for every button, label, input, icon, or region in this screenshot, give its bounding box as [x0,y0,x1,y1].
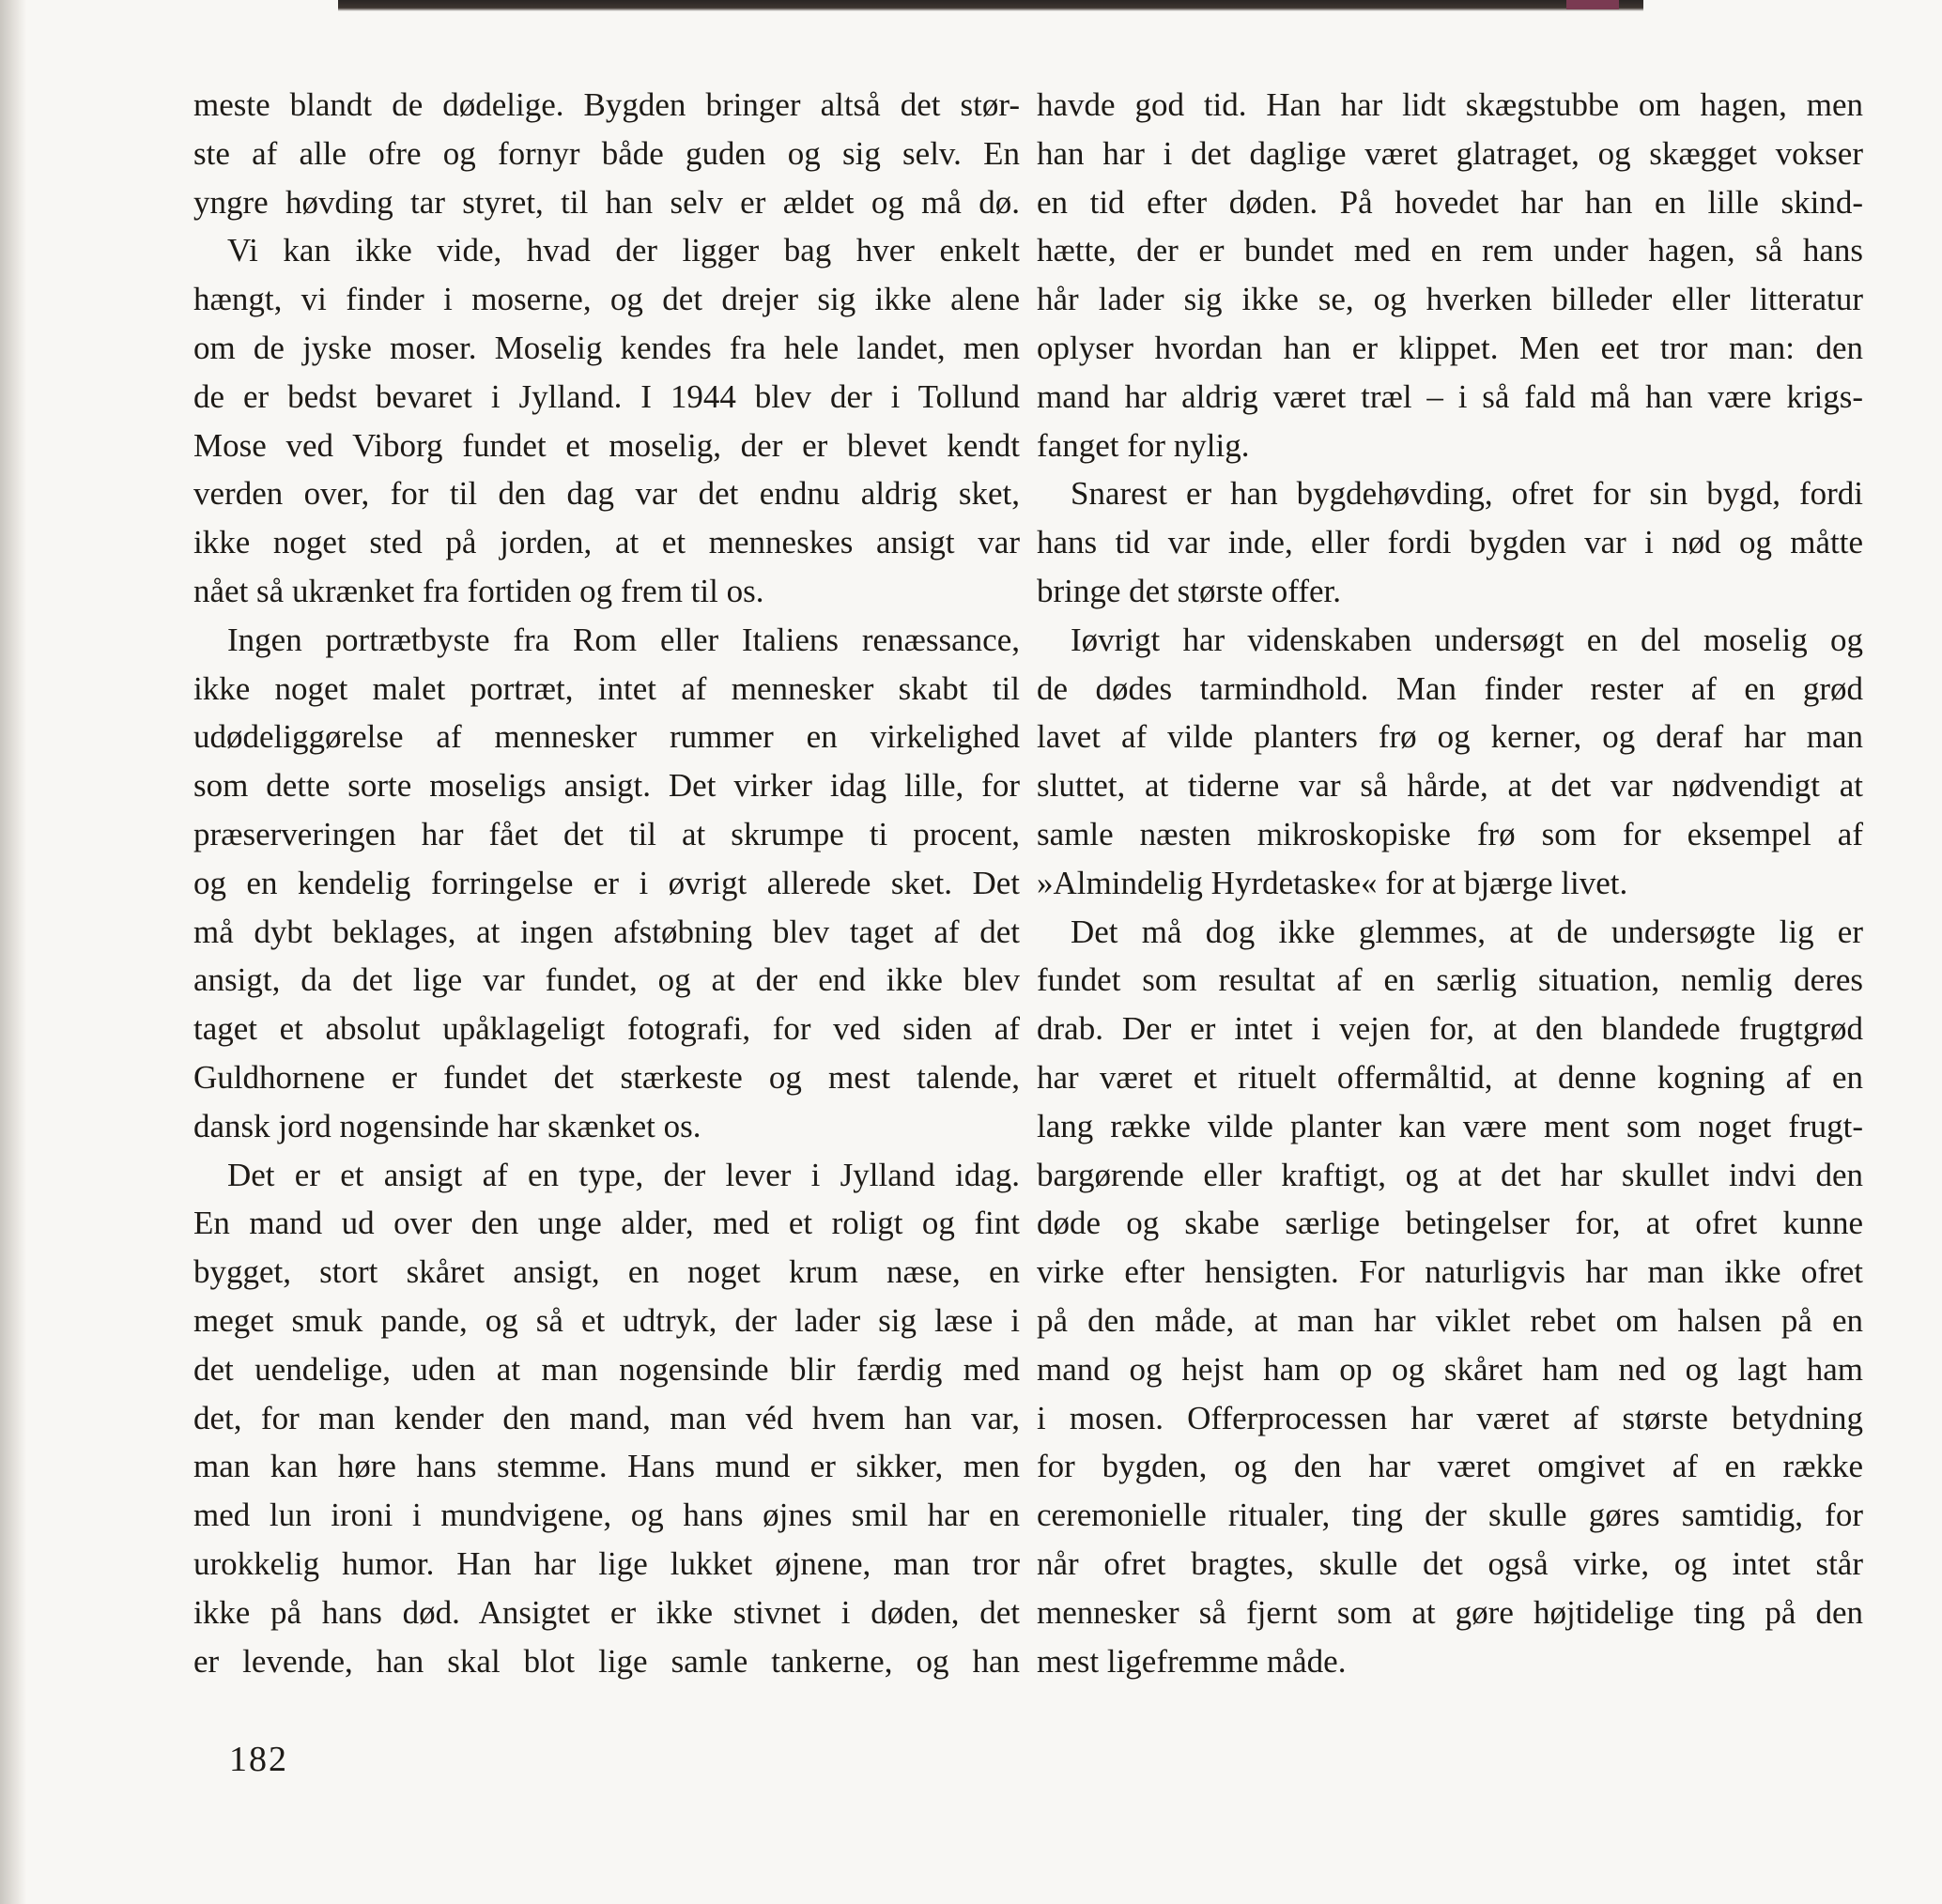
text-line: fanget for nylig. [1037,426,1250,464]
text-line: lang række vilde planter kan være ment som noget frugt- [1037,1107,1863,1144]
text-line: yngre høvding tar styret, til han selv er ældet og må dø. [193,183,1020,221]
top-edge-accent [1566,0,1619,9]
text-line: bygget, stort skåret ansigt, en noget krum næse, en [193,1253,1020,1291]
text-line: døde og skabe særlige betingelser for, at ofret kunne [1037,1205,1863,1242]
text-line: bargørende eller kraftigt, og at det har skullet indvi den [1037,1156,1863,1193]
text-line: ansigt, da det lige var fundet, og at der end ikke blev [193,961,1020,999]
text-line: er levende, han skal blot lige samle tankerne, og han [193,1642,1020,1680]
text-line: som dette sorte moseligs ansigt. Det virker idag lille, for [193,767,1020,805]
text-line: har været et rituelt offermåltid, at denne kogning af en [1037,1058,1863,1096]
book-gutter-shadow [0,0,26,1904]
text-line: for bygden, og den har været omgivet af en række [1037,1448,1863,1485]
right-text-column [1037,81,1863,1685]
text-line: meget smuk pande, og så et udtryk, der lader sig læse i [193,1301,1020,1339]
text-line: Ingen portrætbyste fra Rom eller Italiens renæssance, [227,621,1020,658]
text-line: mand har aldrig været træl – i så fald må han være krigs- [1037,377,1863,415]
text-line: om de jyske moser. Moselig kendes fra hele landet, men [193,329,1020,366]
text-line: i mosen. Offerprocessen har været af største betydning [1037,1399,1863,1436]
text-line: lavet af vilde planters frø og kerner, og deraf har man [1037,718,1863,756]
text-line: virke efter hensigten. For naturligvis har man ikke ofret [1037,1253,1863,1291]
text-line: hængt, vi finder i moserne, og det drejer sig ikke alene [193,281,1020,318]
text-line: med lun ironi i mundvigene, og hans øjnes smil har en [193,1497,1020,1534]
top-page-edge [338,0,1643,11]
text-line: taget et absolut upåklageligt fotografi, for ved siden af [193,1010,1020,1048]
text-line: urokkelig humor. Han har lige lukket øjnene, man tror [193,1544,1020,1582]
text-line: præserveringen har fået det til at skrumpe ti procent, [193,815,1020,852]
text-line: når ofret bragtes, skulle det også virke, og intet står [1037,1544,1863,1582]
text-line: samle næsten mikroskopiske frø som for eksempel af [1037,815,1863,852]
text-line: de dødes tarmindhold. Man finder rester af en grød [1037,669,1863,707]
text-line: drab. Der er intet i vejen for, at den blandede frugtgrød [1037,1010,1863,1048]
text-line: det, for man kender den mand, man véd hvem han var, [193,1399,1020,1436]
left-text-column [193,81,1020,1685]
page-number: 182 [229,1740,288,1779]
text-line: havde god tid. Han har lidt skægstubbe om hagen, men [1037,86,1863,123]
text-line: mand og hejst ham op og skåret ham ned og lagt ham [1037,1350,1863,1388]
text-line: man kan høre hans stemme. Hans mund er sikker, men [193,1448,1020,1485]
text-line: Mose ved Viborg fundet et moselig, der er blevet kendt [193,426,1020,464]
text-line: verden over, for til den dag var det endnu aldrig sket, [193,475,1020,513]
text-line: »Almindelig Hyrdetaske« for at bjærge livet. [1037,864,1628,901]
text-line: ikke noget sted på jorden, at et menneskes ansigt var [193,524,1020,561]
text-line: ceremonielle ritualer, ting der skulle gøres samtidig, for [1037,1497,1863,1534]
text-line: de er bedst bevaret i Jylland. I 1944 blev der i Tollund [193,377,1020,415]
text-line: og en kendelig forringelse er i øvrigt allerede sket. Det [193,864,1020,901]
text-line: udødeliggørelse af mennesker rummer en virkelighed [193,718,1020,756]
text-line: mest ligefremme måde. [1037,1642,1347,1680]
text-line: ikke på hans død. Ansigtet er ikke stivnet i døden, det [193,1593,1020,1631]
text-line: fundet som resultat af en særlig situation, nemlig deres [1037,961,1863,999]
text-line: hætte, der er bundet med en rem under hagen, så hans [1037,232,1863,269]
text-line: ste af alle ofre og fornyr både guden og sig selv. En [193,134,1020,172]
text-line: det uendelige, uden at man nogensinde blir færdig med [193,1350,1020,1388]
text-line: må dybt beklages, at ingen afstøbning blev taget af det [193,913,1020,950]
text-line: bringe det største offer. [1037,572,1341,609]
text-line: Snarest er han bygdehøvding, ofret for sin bygd, fordi [1071,475,1863,513]
text-line: Vi kan ikke vide, hvad der ligger bag hver enkelt [227,232,1020,269]
text-line: han har i det daglige været glatraget, og skægget vokser [1037,134,1863,172]
text-line: sluttet, at tiderne var så hårde, at det var nødvendigt at [1037,767,1863,805]
text-line: oplyser hvordan han er klippet. Men eet tror man: den [1037,329,1863,366]
text-line: Det må dog ikke glemmes, at de undersøgte lig er [1071,913,1863,950]
text-line: meste blandt de dødelige. Bygden bringer altså det stør- [193,86,1020,123]
text-line: nået så ukrænket fra fortiden og frem til os. [193,572,764,609]
text-line: Det er et ansigt af en type, der lever i Jylland idag. [227,1156,1020,1193]
text-line: Guldhornene er fundet det stærkeste og mest talende, [193,1058,1020,1096]
text-line: En mand ud over den unge alder, med et roligt og fint [193,1205,1020,1242]
text-line: Iøvrigt har videnskaben undersøgt en del moselig og [1071,621,1863,658]
text-line: hår lader sig ikke se, og hverken billeder eller litteratur [1037,281,1863,318]
text-line: ikke noget malet portræt, intet af mennesker skabt til [193,669,1020,707]
text-line: på den måde, at man har viklet rebet om halsen på en [1037,1301,1863,1339]
text-line: mennesker så fjernt som at gøre højtidelige ting på den [1037,1593,1863,1631]
text-line: hans tid var inde, eller fordi bygden var i nød og måtte [1037,524,1863,561]
text-line: dansk jord nogensinde har skænket os. [193,1107,701,1144]
text-line: en tid efter døden. På hovedet har han en lille skind- [1037,183,1863,221]
